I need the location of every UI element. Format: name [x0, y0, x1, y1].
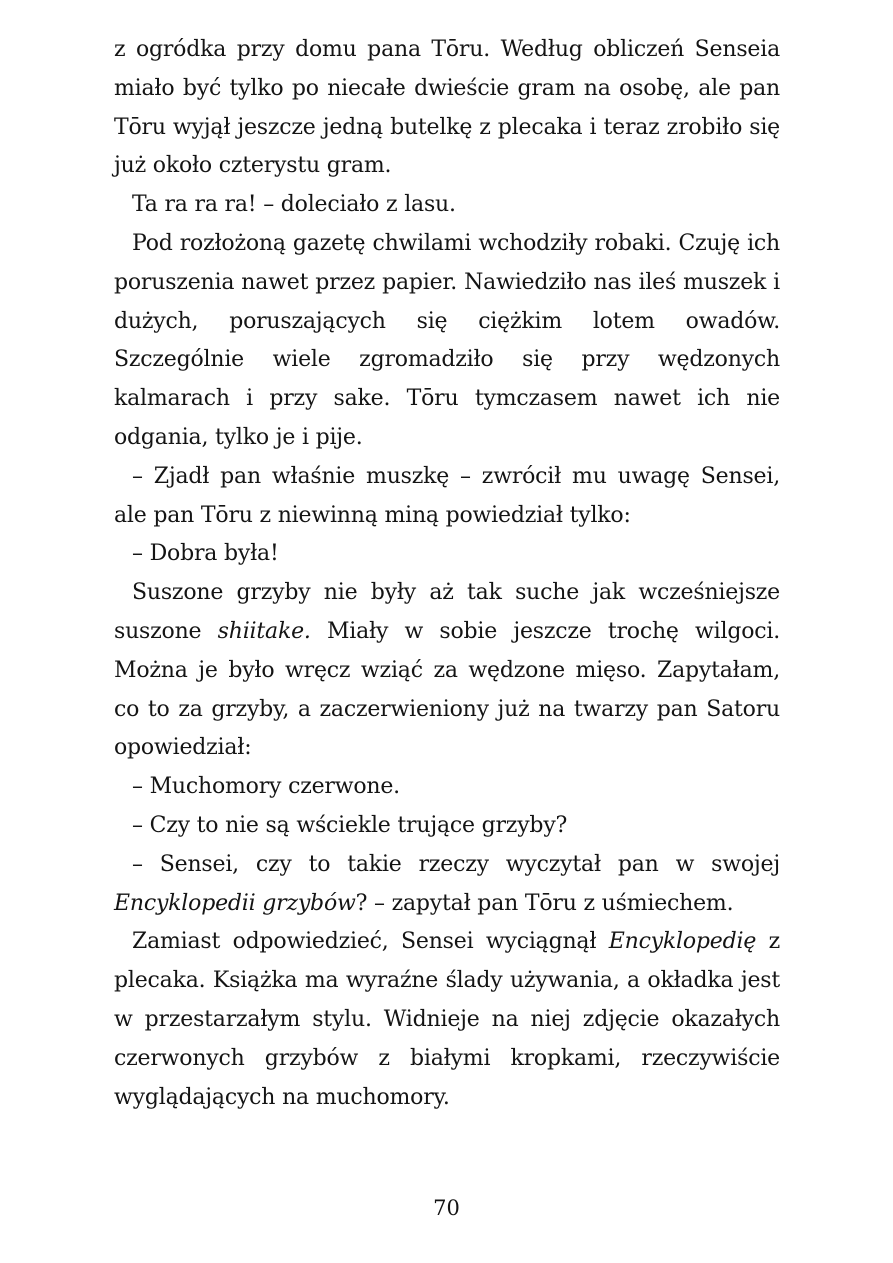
paragraph — [114, 225, 780, 458]
dialogue-line — [114, 807, 780, 846]
text-segment: – Muchomory czerwone. — [132, 774, 400, 800]
text-segment: – Czy to nie są wściekle trujące grzyby? — [132, 812, 568, 838]
paragraph — [114, 186, 780, 225]
italic-term: shiitake. — [217, 618, 311, 644]
page-number: 70 — [433, 1196, 460, 1220]
text-segment: Pod rozłożoną gazetę chwilami wchodziły robaki. Czuję ich poruszenia nawet przez papier. Nawiedziło nas ileś muszek i dużych, poruszających się ciężkim lotem owadów. Szczególnie wiele zgromadziło się przy wędzonych kalmarach i przy sake. Tōru tymczasem nawet ich nie odgania, tylko je i pije. — [114, 230, 780, 450]
dialogue-line — [114, 768, 780, 807]
text-segment: z plecaka. Książka ma wyraźne ślady używania, a okładka jest w przestarzałym stylu. Widnieje na niej zdjęcie okazałych czerwonych grzybów z białymi kropkami, rzeczywiście wyglądających na muchomory. — [114, 929, 780, 1110]
text-segment: z ogródka przy domu pana Tōru. Według obliczeń Senseia miało być tylko po niecałe dwieście gram na osobę, ale pan Tōru wyjął jeszcze jedną butelkę z plecaka i teraz zrobiło się już około czterystu gram. — [114, 37, 780, 179]
paragraph — [114, 923, 780, 1117]
text-segment: – Zjadł pan właśnie muszkę – zwrócił mu uwagę Sensei, ale pan Tōru z niewinną miną powiedział tylko: — [114, 463, 780, 528]
paragraph — [114, 574, 780, 768]
italic-title: Encyklopedii grzybów — [114, 890, 356, 916]
text-segment: Suszone grzyby nie były aż tak suche jak wcześniejsze suszone — [114, 580, 780, 644]
text-segment: Miały w sobie jeszcze trochę wilgoci. Można je było wręcz wziąć za wędzone mięso. Zapytałam, co to za grzyby, a zaczerwieniony już na twarzy pan Satoru opowiedział: — [114, 618, 781, 761]
italic-title: Encyklopedię — [608, 929, 757, 955]
paragraph — [114, 31, 780, 186]
body-text — [114, 31, 780, 1117]
dialogue-line — [114, 846, 780, 924]
text-segment: – Sensei, czy to takie rzeczy wyczytał pan w swojej — [132, 851, 780, 877]
text-segment: Zamiast odpowiedzieć, Sensei wyciągnął — [132, 929, 609, 955]
text-segment: Ta ra ra ra! – doleciało z lasu. — [132, 192, 456, 218]
dialogue-line — [114, 535, 780, 574]
text-segment: ? – zapytał pan Tōru z uśmiechem. — [355, 890, 734, 916]
dialogue-line — [114, 458, 780, 536]
text-segment: – Dobra była! — [132, 541, 279, 567]
